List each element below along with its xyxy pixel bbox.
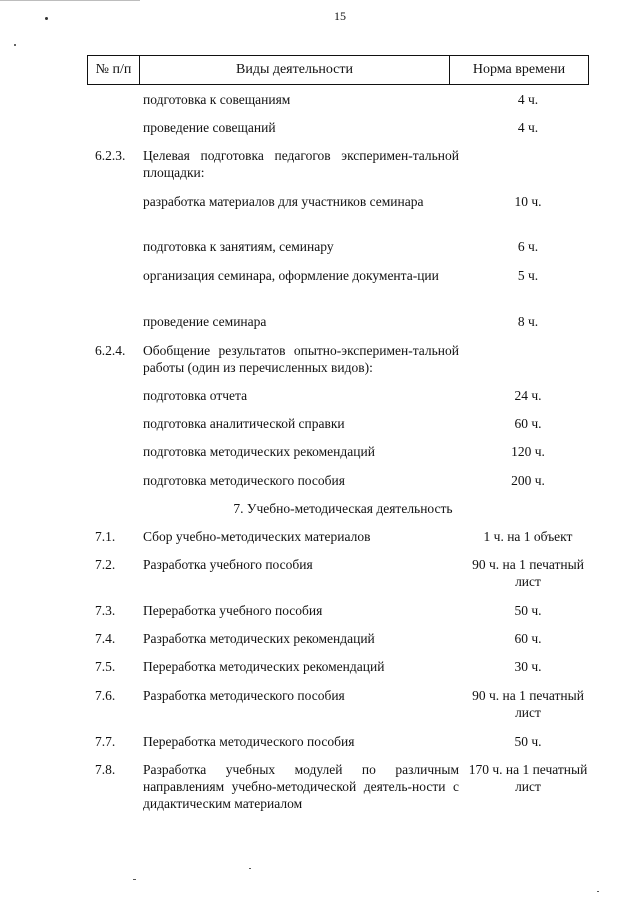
row-norm: 24 ч.	[514, 388, 542, 403]
row-activity: подготовка к совещаниям	[143, 92, 291, 107]
row-activity: Переработка методического пособия	[143, 734, 355, 749]
row-activity: разработка материалов для участников семинара	[143, 194, 424, 209]
row-number: 7.7.	[95, 734, 116, 749]
row-activity: организация семинара, оформление документа-ции	[143, 268, 439, 283]
header-norm: Норма времени	[472, 62, 566, 77]
row-number: 7.2.	[95, 557, 116, 572]
header-number: № п/п	[88, 56, 140, 84]
row-norm: 170 ч. на 1 печатный лист	[468, 762, 588, 794]
row-activity: Разработка методического пособия	[143, 688, 345, 703]
row-number: 7.5.	[95, 659, 116, 674]
row-activity: Разработка методических рекомендаций	[143, 631, 375, 646]
row-norm: 10 ч.	[514, 194, 542, 209]
row-number: 7.4.	[95, 631, 116, 646]
row-activity: подготовка к занятиям, семинару	[143, 239, 334, 254]
row-norm: 1 ч. на 1 объект	[483, 529, 573, 544]
scan-artifact-line	[0, 0, 140, 1]
row-activity: подготовка аналитической справки	[143, 416, 345, 431]
row-norm: 200 ч.	[511, 473, 545, 488]
scan-speck	[14, 44, 16, 46]
row-number: 7.3.	[95, 603, 116, 618]
row-norm: 4 ч.	[517, 120, 539, 135]
row-activity: проведение совещаний	[143, 120, 276, 135]
row-norm: 5 ч.	[517, 268, 539, 283]
row-norm: 90 ч. на 1 печатный лист	[472, 688, 584, 720]
row-norm: 90 ч. на 1 печатный лист	[472, 557, 584, 589]
row-norm: 30 ч.	[514, 659, 542, 674]
row-norm: 6 ч.	[517, 239, 539, 254]
row-activity: Сбор учебно-методических материалов	[143, 529, 371, 544]
row-activity: подготовка отчета	[143, 388, 248, 403]
row-norm: 4 ч.	[517, 92, 539, 107]
row-norm: 60 ч.	[514, 631, 542, 646]
row-number: 7.6.	[95, 688, 116, 703]
row-number: 6.2.4.	[95, 343, 126, 358]
row-activity: Разработка учебных модулей по различным направлениям учебно-методической деятель-ности с дидактическим материалом	[143, 762, 459, 811]
row-activity: Переработка методических рекомендаций	[143, 659, 385, 674]
scan-speck	[597, 891, 599, 892]
row-number: 7.8.	[95, 762, 116, 777]
row-activity: Целевая подготовка педагогов эксперимен-тальной площадки:	[143, 148, 459, 180]
page-number: 15	[334, 9, 346, 23]
row-norm: 120 ч.	[511, 444, 545, 459]
row-activity: проведение семинара	[143, 314, 267, 329]
scan-speck	[133, 879, 136, 880]
row-number: 6.2.3.	[95, 148, 126, 163]
header-activity: Виды деятельности	[140, 56, 450, 84]
row-number: 7.1.	[95, 529, 116, 544]
row-norm: 8 ч.	[517, 314, 539, 329]
row-activity: подготовка методического пособия	[143, 473, 345, 488]
scan-speck	[249, 868, 251, 869]
section-title: 7. Учебно-методическая деятельность	[233, 501, 453, 516]
row-activity: Обобщение результатов опытно-эксперимен-тальной работы (один из перечисленных видов):	[143, 343, 459, 375]
row-activity: Переработка учебного пособия	[143, 603, 323, 618]
row-activity: Разработка учебного пособия	[143, 557, 313, 572]
row-norm: 50 ч.	[514, 603, 542, 618]
row-norm: 50 ч.	[514, 734, 542, 749]
table-header	[87, 55, 589, 85]
row-activity: подготовка методических рекомендаций	[143, 444, 375, 459]
row-norm: 60 ч.	[514, 416, 542, 431]
